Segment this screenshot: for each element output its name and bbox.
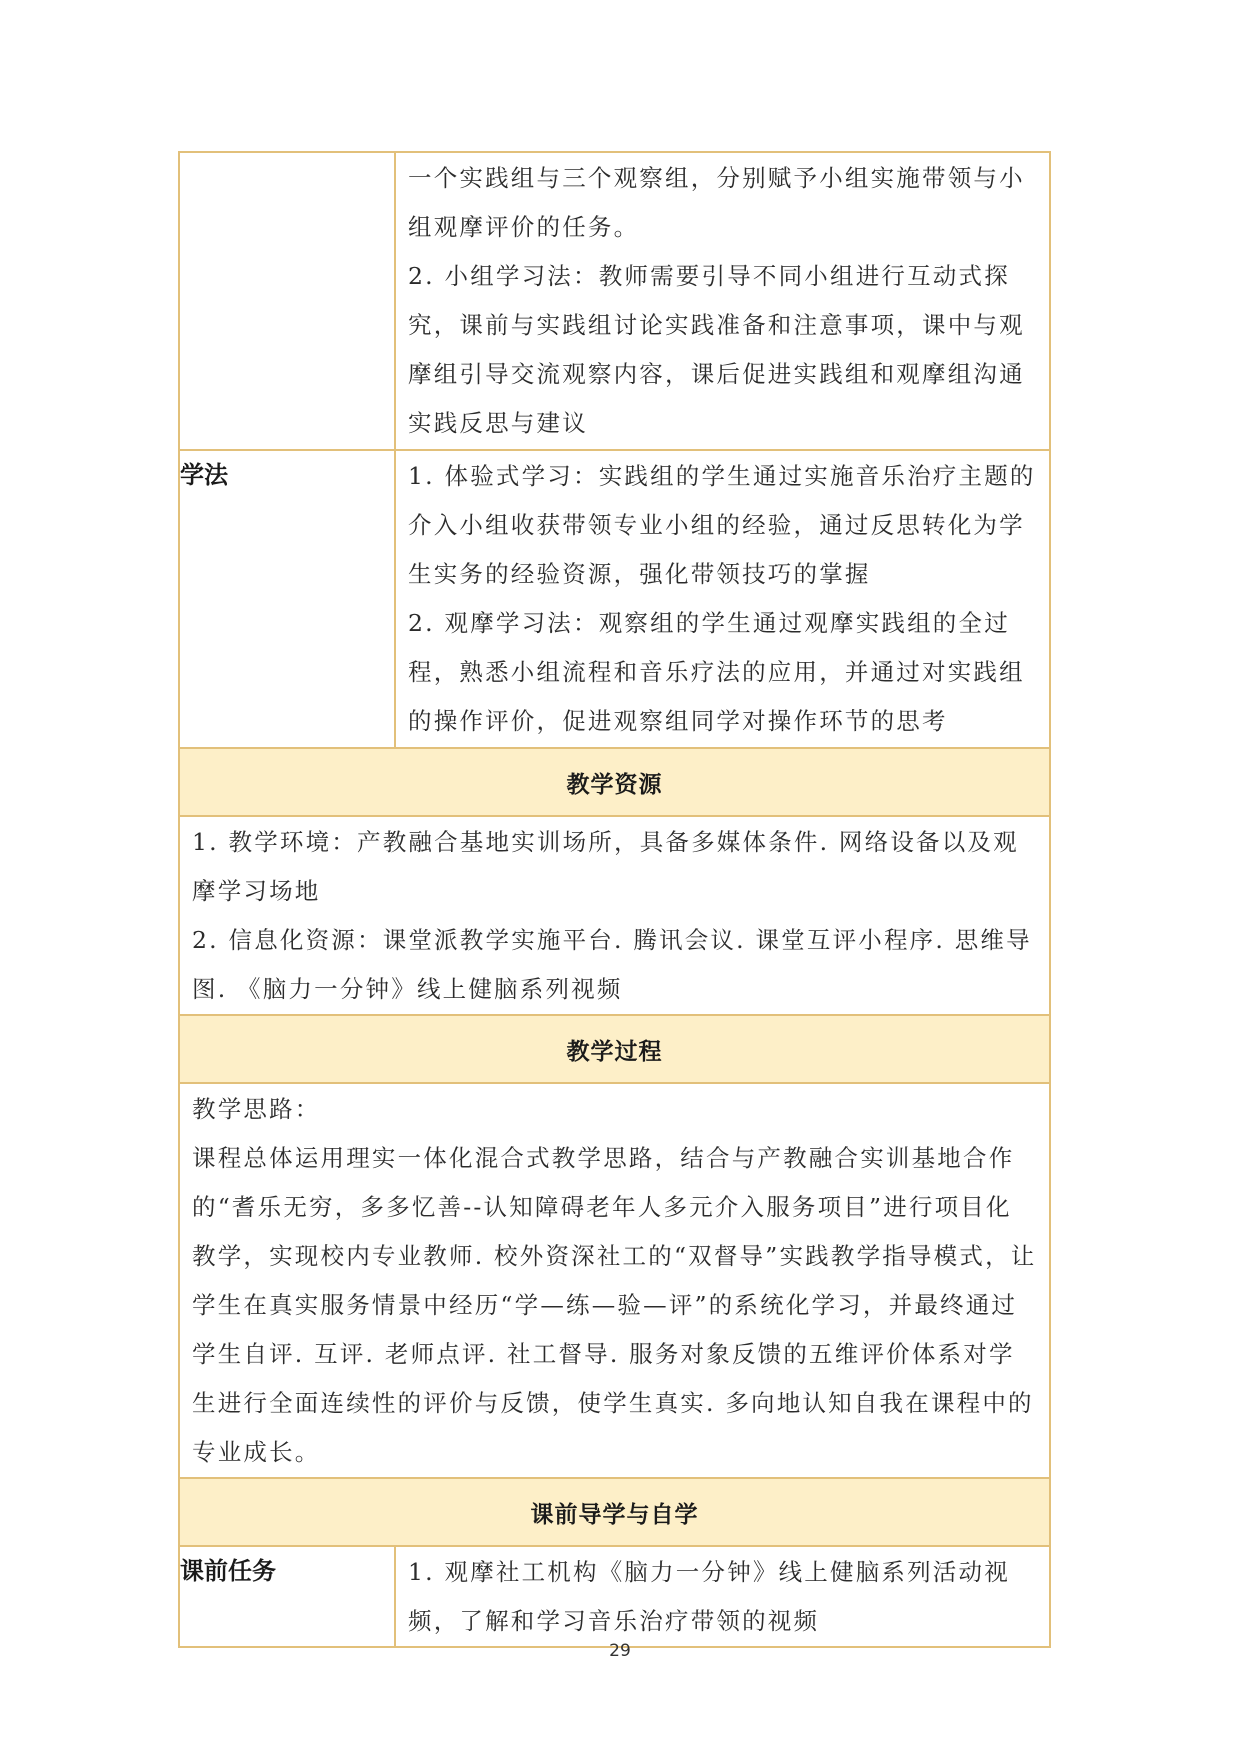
- teaching-process-row: [179, 1083, 1050, 1478]
- preclass-task-label: 课前任务: [179, 1546, 395, 1647]
- teaching-resources-header: 教学资源: [179, 748, 1050, 816]
- preclass-header: 课前导学与自学: [179, 1478, 1050, 1546]
- teaching-method-continuation-row: [179, 152, 1050, 450]
- continuation-content-cell: [395, 152, 1050, 450]
- teaching-resources-line-1: 1. 教学环境：产教融合基地实训场所，具备多媒体条件. 网络设备以及观摩学习场地: [192, 828, 1019, 905]
- teaching-process-content-cell: [179, 1083, 1050, 1478]
- page-number: 29: [609, 1641, 631, 1661]
- teaching-resources-content-cell: [179, 816, 1050, 1015]
- continuation-line-2: 2. 小组学习法：教师需要引导不同小组进行互动式探究，课前与实践组讨论实践准备和注意事项，课中与观摩组引导交流观察内容，课后促进实践组和观摩组沟通实践反思与建议: [408, 262, 1025, 437]
- teaching-process-header: 教学过程: [179, 1015, 1050, 1083]
- learning-method-line-1: 1. 体验式学习：实践组的学生通过实施音乐治疗主题的介入小组收获带领专业小组的经验，通过反思转化为学生实务的经验资源，强化带领技巧的掌握: [408, 462, 1036, 588]
- learning-method-line-2: 2. 观摩学习法：观察组的学生通过观摩实践组的全过程，熟悉小组流程和音乐疗法的应用，并通过对实践组的操作评价，促进观察组同学对操作环节的思考: [408, 609, 1025, 735]
- preclass-header-row: [179, 1478, 1050, 1546]
- learning-method-label: 学法: [179, 450, 395, 748]
- teaching-process-header-row: [179, 1015, 1050, 1083]
- teaching-idea-title: 教学思路：: [192, 1095, 321, 1123]
- learning-method-row: [179, 450, 1050, 748]
- teaching-resources-header-row: [179, 748, 1050, 816]
- continuation-label-cell: [179, 152, 395, 450]
- preclass-task-line-1: 1. 观摩社工机构《脑力一分钟》线上健脑系列活动视频，了解和学习音乐治疗带领的视频: [408, 1558, 1010, 1635]
- preclass-task-content-cell: [395, 1546, 1050, 1647]
- preclass-task-row: [179, 1546, 1050, 1647]
- lesson-plan-table: [178, 151, 1051, 1648]
- teaching-idea-body: 课程总体运用理实一体化混合式教学思路，结合与产教融合实训基地合作的“耆乐无穷，多多忆善--认知障碍老年人多元介入服务项目”进行项目化教学，实现校内专业教师. 校外资深社工的“双督导”实践教学指导模式，让学生在真实服务情景中经历“学—练—验—评”的系统化学习，并最终通过学生自评. 互评. 老师点评. 社工督导. 服务对象反馈的五维评价体系对学生进行全面连续性的评价与反馈，使学生真实. 多向地认知自我在课程中的专业成长。: [192, 1144, 1037, 1466]
- teaching-resources-row: [179, 816, 1050, 1015]
- teaching-resources-line-2: 2. 信息化资源：课堂派教学实施平台. 腾讯会议. 课堂互评小程序. 思维导图. 《脑力一分钟》线上健脑系列视频: [192, 926, 1032, 1003]
- continuation-line-1: 一个实践组与三个观察组，分别赋予小组实施带领与小组观摩评价的任务。: [408, 164, 1025, 241]
- learning-method-content-cell: [395, 450, 1050, 748]
